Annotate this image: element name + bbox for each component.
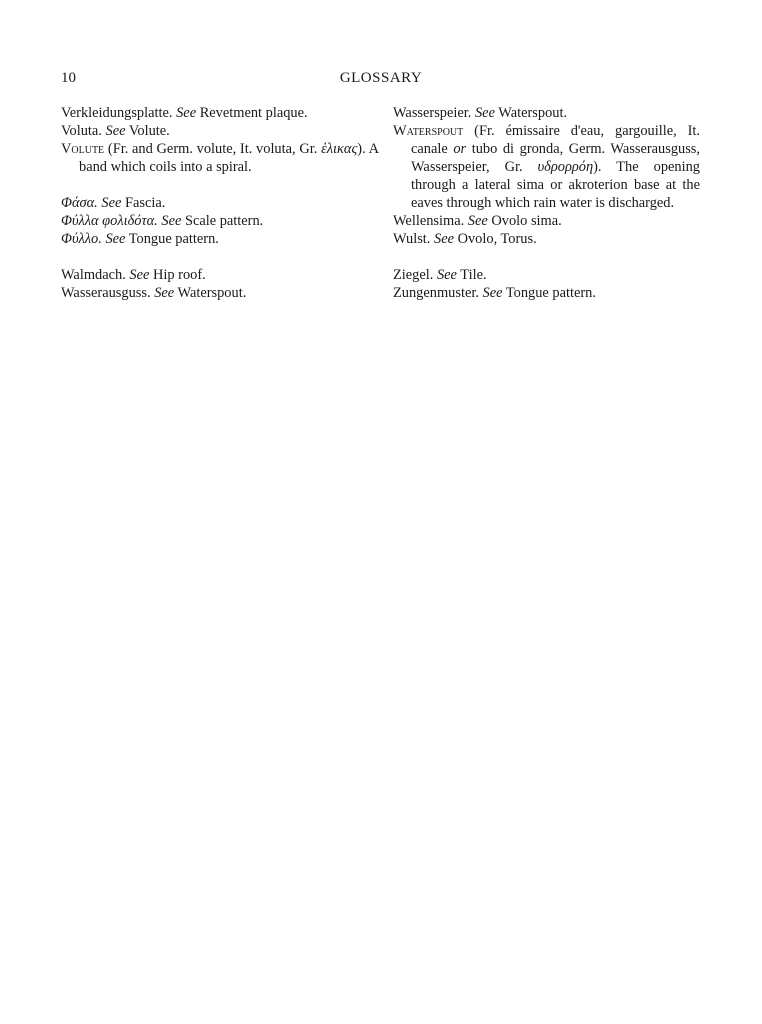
entry-fyllo [61,230,379,248]
entry-reference: Tongue pattern. [125,231,219,247]
entry-term: Wasserspeier. [393,105,472,121]
group-gap [61,176,379,194]
entry-walmdach [61,266,379,284]
entry-term: Φάσα. [61,195,98,211]
see-reference: See [474,105,495,121]
see-reference: See [467,213,488,229]
group-gap [61,248,379,266]
see-reference: See [436,267,457,283]
entry-reference: Waterspout. [174,285,247,301]
see-reference: See [176,105,197,121]
entry-reference: Ovolo sima. [487,213,562,229]
entry-etymology: (Fr. and Germ. volute, It. voluta, Gr. [104,141,322,157]
entry-volute [61,140,379,176]
see-reference: See [129,267,150,283]
entry-reference: Scale pattern. [181,213,264,229]
entry-reference: Revetment plaque. [196,105,308,121]
entry-reference: Hip roof. [149,267,206,283]
entry-reference: Waterspout. [494,105,568,121]
entry-voluta [61,122,379,140]
entry-reference: Volute. [125,123,170,139]
entry-wasserausguss [61,284,379,302]
entry-zungenmuster [393,284,700,302]
entry-term: Wellensima. [393,213,465,229]
see-reference: See [482,285,503,301]
entry-etymology: (Fr. émissaire d'eau, gargouille, It. canale [411,123,700,157]
greek-term: υδρορρόη [537,159,594,175]
entry-term: Zungenmuster. [393,285,479,301]
entry-fasa [61,194,379,212]
see-reference: See [105,123,126,139]
glossary-column-left [61,104,379,302]
see-reference: See [105,231,126,247]
entry-term: Φύλλο. [61,231,102,247]
group-gap [393,248,700,266]
entry-waterspout [393,122,700,212]
entry-reference: Fascia. [121,195,166,211]
entry-wellensima [393,212,700,230]
entry-term: Voluta. [61,123,102,139]
entry-fylla-folidota [61,212,379,230]
entry-definition: ). The opening through a lateral sima or akroterion base at the eaves through which rain water is discharged. [411,159,700,211]
see-reference: See [154,285,175,301]
greek-term: ἑλικας [321,141,358,157]
entry-term: Walmdach. [61,267,126,283]
running-head: GLOSSARY [339,70,423,86]
entry-etymology-continued: tubo di gronda, Germ. Wasserausguss, Wasserspeier, Gr. [411,141,701,175]
entry-term: Volute [61,141,105,157]
entry-or: or [453,141,467,157]
entry-term: Φύλλα φολιδότα. [61,213,158,229]
entry-wulst [393,230,700,248]
entry-term: Verkleidungsplatte. [61,105,173,121]
see-reference: See [161,213,182,229]
glossary-column-right [393,104,700,302]
entry-reference: Ovolo, Torus. [454,231,537,247]
see-reference: See [434,231,454,247]
entry-reference: Tongue pattern. [502,285,596,301]
entry-verkleidungsplatte [61,104,379,122]
entry-term: Ziegel. [393,267,434,283]
see-reference: See [101,195,122,211]
entry-ziegel [393,266,700,284]
entry-term: Wulst. [393,231,431,247]
entry-definition: ). A band which coils into a spiral. [79,141,380,175]
entry-wasserspeier [393,104,700,122]
entry-term: Wasserausguss. [61,285,151,301]
entry-term: Waterspout [393,123,464,139]
page-number: 10 [61,70,76,86]
entry-reference: Tile. [456,267,487,283]
